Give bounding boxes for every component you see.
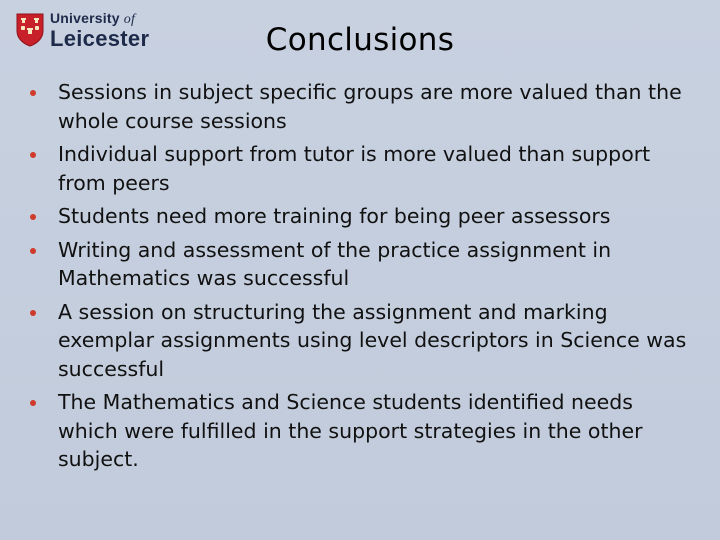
bullet-text: The Mathematics and Science students identified needs which were fulfilled in the support strategies in the other subject. [58,390,643,471]
bullet-item [30,298,690,384]
bullet-item [30,388,690,474]
logo-university-text: University [50,9,120,26]
bullet-dot-icon [30,214,36,220]
bullet-dot-icon [30,400,36,406]
bullet-item [30,78,690,135]
bullet-text: Writing and assessment of the practice assignment in Mathematics was successful [58,237,612,290]
bullet-dot-icon [30,310,36,316]
bullet-text: A session on structuring the assignment and marking exemplar assignments using level descriptors in Science was successful [58,299,687,381]
bullet-item [30,202,690,231]
logo-of-text: of [123,11,136,27]
slide-title: Conclusions [265,22,455,58]
logo-leicester-text: Leicester [50,25,150,51]
bullet-list [30,78,690,479]
bullet-dot-icon [30,152,36,158]
bullet-item [30,140,690,197]
bullet-text: Students need more training for being peer assessors [58,204,611,228]
bullet-item [30,236,690,293]
bullet-dot-icon [30,248,36,254]
bullet-dot-icon [30,90,36,96]
bullet-text: Sessions in subject specific groups are more valued than the whole course sessions [58,80,682,133]
bullet-text: Individual support from tutor is more valued than support from peers [58,142,651,195]
